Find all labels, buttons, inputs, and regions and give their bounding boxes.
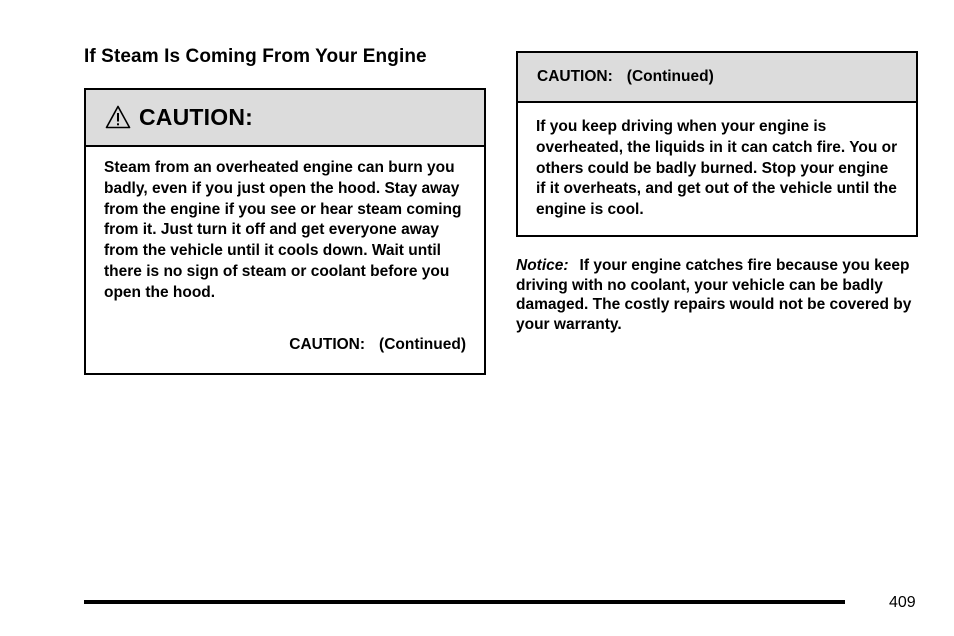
caution-header: [86, 90, 484, 147]
caution-continued-header: [518, 53, 916, 103]
caution-continued-header-label: CAUTION:: [537, 68, 613, 85]
caution-continued-box: [516, 51, 918, 237]
section-title: If Steam Is Coming From Your Engine: [84, 46, 427, 67]
caution-text: Steam from an overheated engine can burn you badly, even if you just open the hood. Stay away from the engine if you see or hear steam coming from it. Just turn it off and get everyone away from the vehicle until it cools down. Wait until there is no sign of steam or coolant before you open the hood.: [104, 159, 462, 301]
notice-label: Notice:: [516, 257, 569, 274]
caution-box: [84, 88, 486, 375]
caution-continued-label: CAUTION:: [289, 336, 366, 353]
notice-text: If your engine catches fire because you keep driving with no coolant, your vehicle can be badly damaged. The costly repairs would not be covered by your warranty.: [516, 257, 912, 333]
caution-continued-text: If you keep driving when your engine is overheated, the liquids in it can catch fire. You or others could be badly burned. Stop your engine if it overheats, and get out of the vehicle until the engine is cool.: [536, 118, 898, 219]
page-number: 409: [889, 594, 916, 611]
caution-label: CAUTION:: [139, 104, 254, 130]
footer-rule: [84, 600, 845, 604]
notice-paragraph: [516, 256, 918, 334]
caution-continued-suffix: (Continued): [379, 336, 466, 353]
caution-continued-note: [289, 336, 466, 354]
warning-triangle-icon: [105, 105, 131, 129]
caution-continued-header-suffix: (Continued): [626, 68, 714, 85]
